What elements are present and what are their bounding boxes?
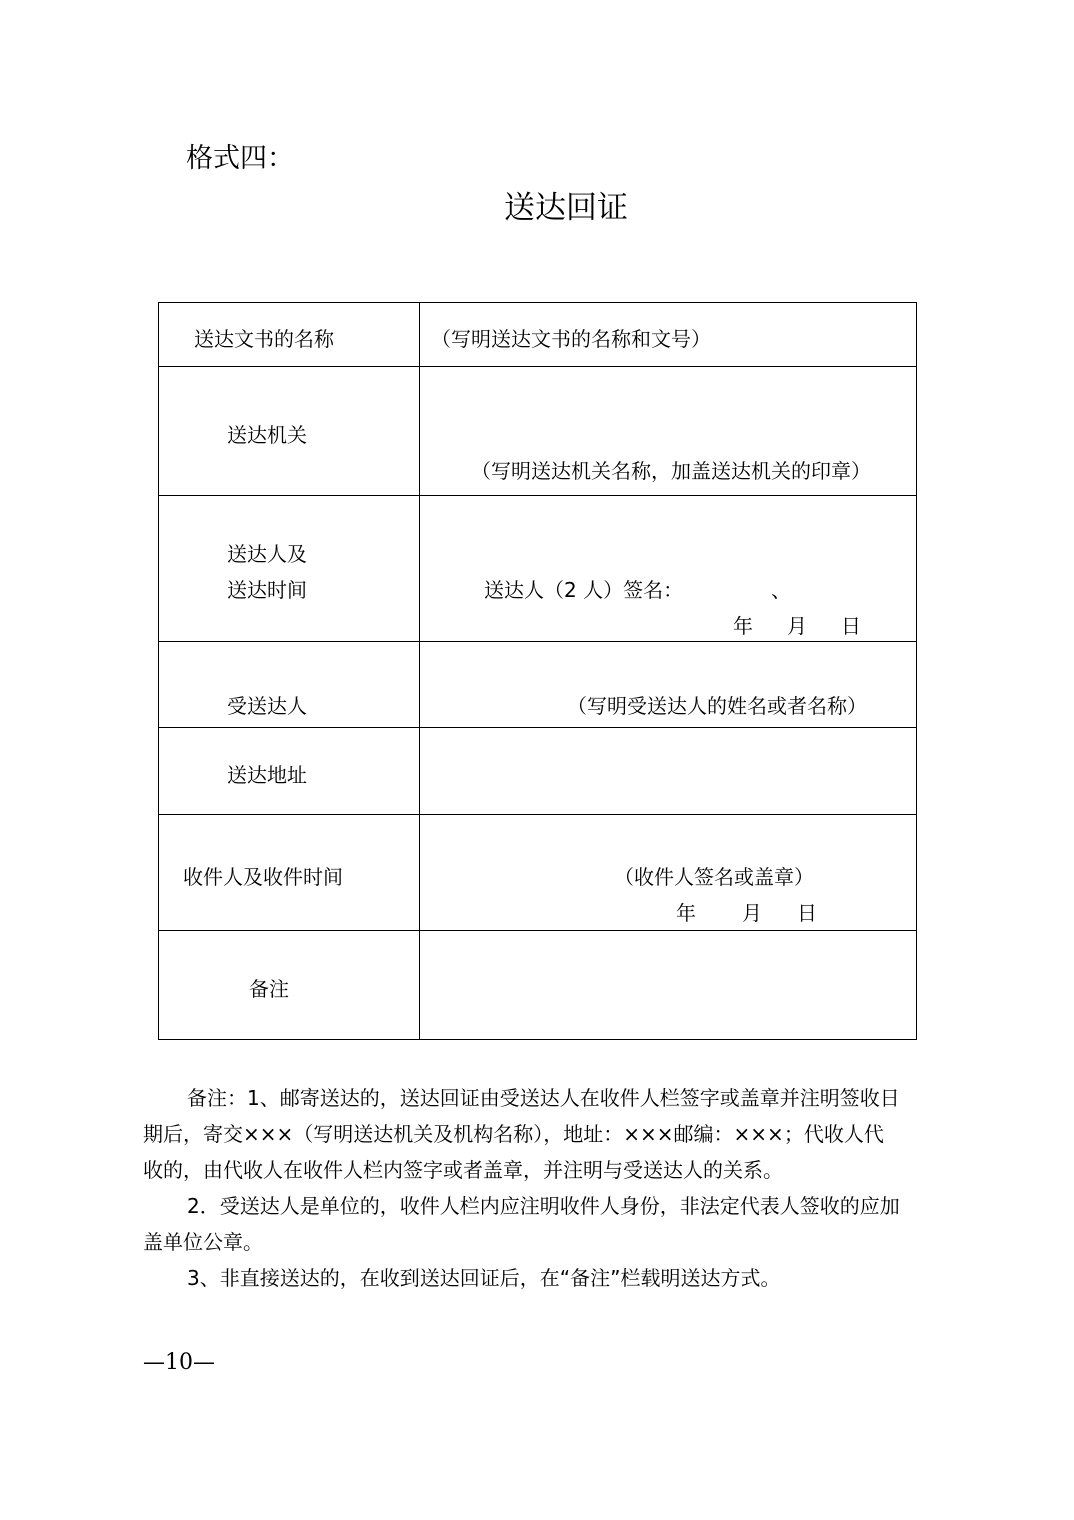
row-divider xyxy=(159,641,916,642)
recipient-hint: （写明受送达人的姓名或者名称） xyxy=(567,694,867,718)
server-date-day: 日 xyxy=(841,614,861,638)
receiver-label: 收件人及收件时间 xyxy=(183,865,343,889)
note-1: 备注：1、邮寄送达的，送达回证由受送达人在收件人栏签字或盖章并注明签收日期后，寄交×××（写明送达机关及机构名称），地址：×××邮编：×××；代收人代收的，由代收人在收件人栏内签字或者盖章，并注明与受送达人的关系。 xyxy=(143,1086,900,1182)
column-divider xyxy=(419,303,420,1039)
service-receipt-table xyxy=(158,302,917,1040)
server-signature-field: 送达人（2 人）签名： xyxy=(484,578,684,602)
remarks-label: 备注 xyxy=(249,977,289,1001)
doc-name-hint: （写明送达文书的名称和文号） xyxy=(431,327,711,351)
address-label: 送达地址 xyxy=(227,763,307,787)
organ-hint: （写明送达机关名称，加盖送达机关的印章） xyxy=(471,459,871,483)
receiver-date-year: 年 xyxy=(676,901,696,925)
format-label: 格式四： xyxy=(186,143,294,174)
note-3: 3、非直接送达的，在收到送达回证后，在“备注”栏载明送达方式。 xyxy=(187,1266,781,1290)
organ-label: 送达机关 xyxy=(227,423,307,447)
row-divider xyxy=(159,366,916,367)
server-label-line1: 送达人及 xyxy=(227,542,307,566)
server-date-month: 月 xyxy=(787,614,807,638)
row-divider xyxy=(159,495,916,496)
server-signature-separator: 、 xyxy=(771,578,791,602)
row-divider xyxy=(159,930,916,931)
row-divider xyxy=(159,727,916,728)
server-label-line2: 送达时间 xyxy=(227,578,307,602)
doc-name-label: 送达文书的名称 xyxy=(194,327,334,351)
note-2: 2．受送达人是单位的，收件人栏内应注明收件人身份，非法定代表人签收的应加盖单位公章。 xyxy=(143,1194,900,1254)
server-date-year: 年 xyxy=(733,614,753,638)
page-number: —10— xyxy=(143,1350,215,1375)
receiver-hint: （收件人签名或盖章） xyxy=(614,865,814,889)
receiver-date-month: 月 xyxy=(742,901,762,925)
notes-section xyxy=(143,1080,903,1296)
recipient-label: 受送达人 xyxy=(227,694,307,718)
document-title: 送达回证 xyxy=(504,190,628,226)
receiver-date-day: 日 xyxy=(797,901,817,925)
row-divider xyxy=(159,814,916,815)
